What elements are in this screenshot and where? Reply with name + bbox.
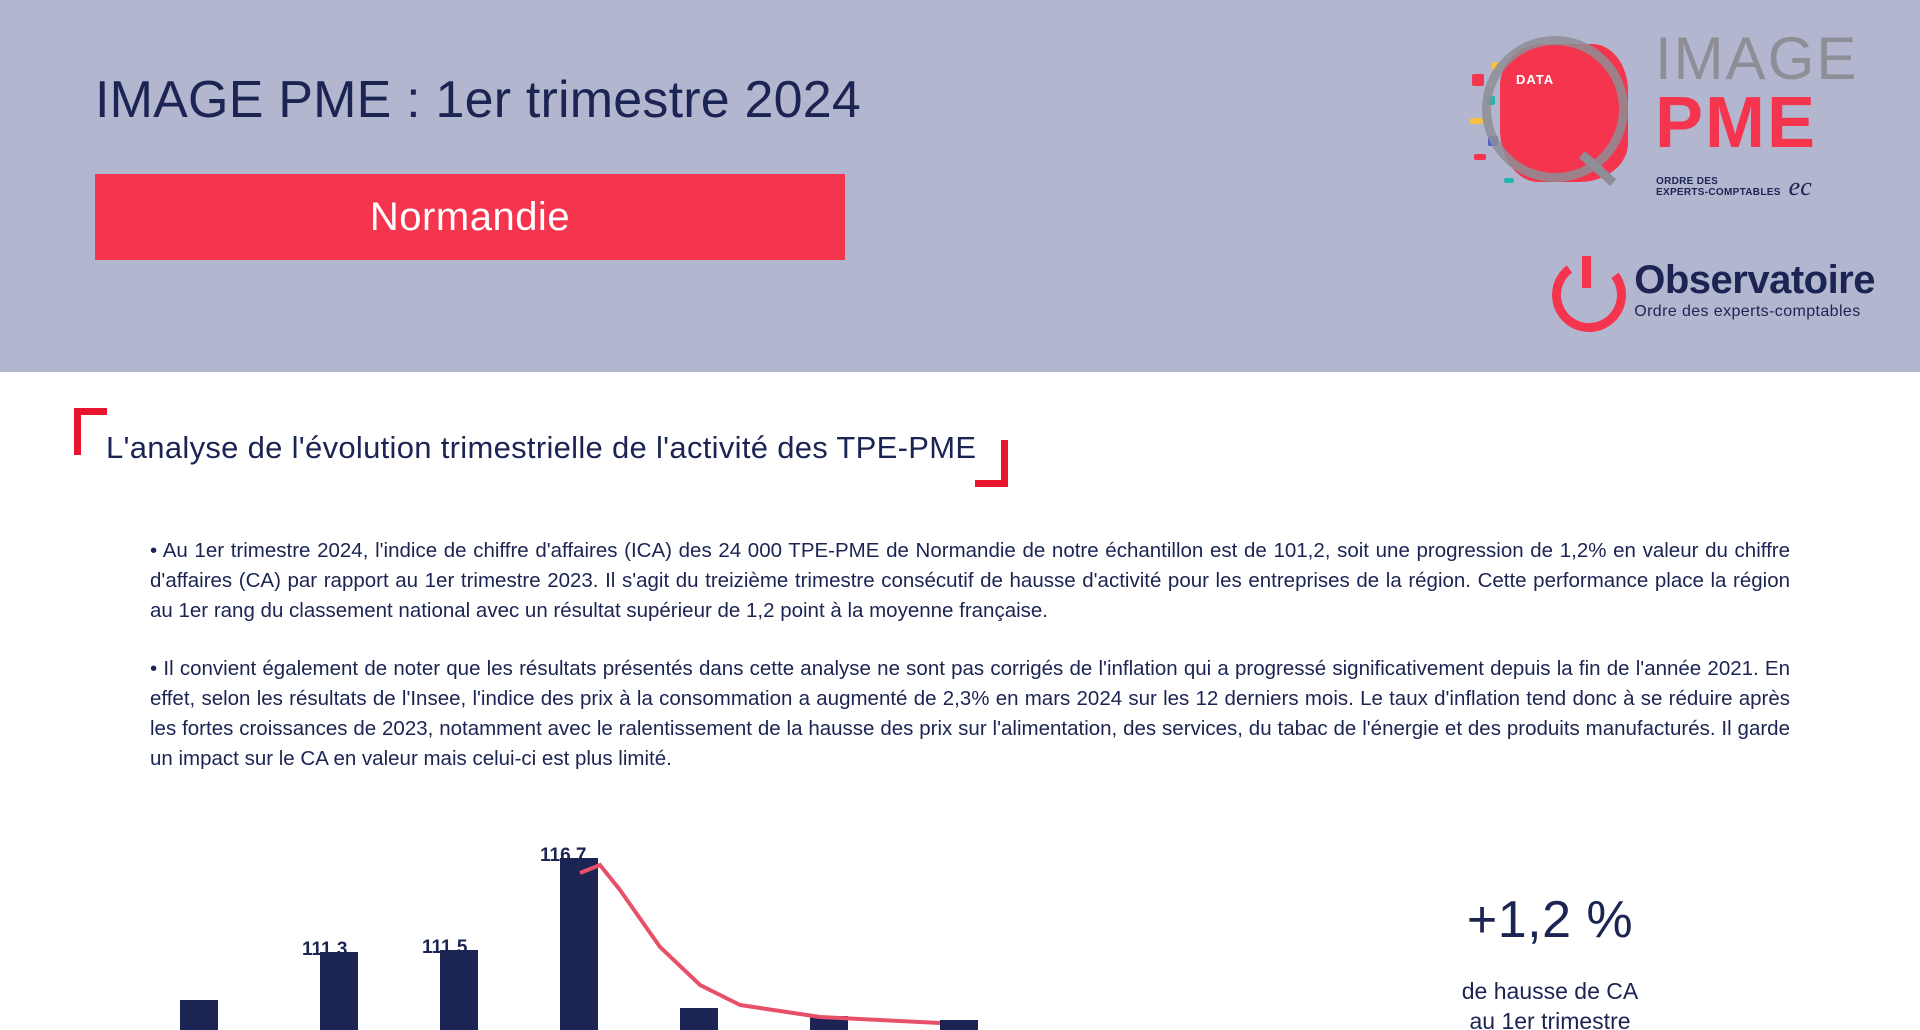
oec-ec-mark: ec <box>1788 172 1812 201</box>
observatoire-text <box>1634 257 1875 321</box>
header-left <box>95 70 1145 260</box>
analysis-paragraph-2: • Il convient également de noter que les résultats présentés dans cette analyse ne sont pas corrigés de l'inflation qui a progressé significativement depuis la fin de l'année 2021. En effet, selon les résultats de l'Insee, l'indice des prix à la consommation a augmenté de 2,3% en mars 2024 sur les 12 derniers mois. Le taux d'inflation tend donc à se réduire après les fortes croissances de 2023, notamment avec le ralentissement de la hausse des prix sur l'alimentation, des services, du tabac de l'énergie et des produits manufacturés. Il garde un impact sur le CA en valeur mais celui-ci est plus limité. <box>150 657 1790 770</box>
bracket-left-icon <box>74 408 107 455</box>
section-title: L'analyse de l'évolution trimestrielle de l'activité des TPE-PME <box>106 430 977 465</box>
oec-logo <box>1656 172 1812 202</box>
chart-bar-label: 116,7 <box>540 845 587 866</box>
data-badge-label: DATA <box>1516 72 1555 87</box>
image-pme-logo <box>1460 22 1880 232</box>
kpi-subtitle-line-2: au 1er trimestre <box>1469 1008 1631 1030</box>
bracket-right-icon <box>975 440 1008 487</box>
oec-line-1: ORDRE DES <box>1656 176 1719 187</box>
logo-word-pme: PME <box>1655 83 1818 163</box>
section-heading <box>80 430 1380 466</box>
observatoire-name: Observatoire <box>1634 257 1875 302</box>
chart-bar-label: 111,5 <box>422 937 468 958</box>
page-title: IMAGE PME : 1er trimestre 2024 <box>95 71 862 129</box>
observatoire-mark-icon <box>1552 258 1616 322</box>
oec-line-2: EXPERTS-COMPTABLES <box>1656 187 1781 198</box>
kpi-value: +1,2 % <box>1466 891 1634 949</box>
magnifier-ring-icon <box>1482 36 1628 182</box>
kpi-subtitle-line-1: de hausse de CA <box>1461 978 1639 1004</box>
observatoire-logo <box>1552 258 1875 322</box>
map-magnifier-icon <box>1470 32 1645 212</box>
chart-bar-label: 111,3 <box>302 939 348 960</box>
observatoire-subtitle: Ordre des experts-comptables <box>1634 302 1861 320</box>
oec-logo-lines <box>1656 176 1781 198</box>
analysis-body <box>150 536 1790 802</box>
logo-wordmark <box>1655 25 1885 163</box>
chart-trend-line <box>120 855 1180 1030</box>
region-badge <box>95 174 845 260</box>
kpi-subtitle <box>1360 976 1740 1030</box>
region-label: Normandie <box>369 194 571 239</box>
analysis-paragraph-1: • Au 1er trimestre 2024, l'indice de chiffre d'affaires (ICA) des 24 000 TPE-PME de Normandie de notre échantillon est de 101,2, soit une progression de 1,2% en valeur du chiffre d'affaires (CA) par rapport au 1er trimestre 2023. Il s'agit du treizième trimestre consécutif de hausse d'activité pour les entreprises de la région. Cette performance place la région au 1er rang du classement national avec un résultat supérieur de 1,2 point à la moyenne française. <box>150 539 1790 622</box>
ica-chart <box>120 845 1180 1030</box>
observatoire-bar-icon <box>1582 256 1591 288</box>
kpi-block <box>1360 890 1740 1030</box>
header-band <box>0 0 1920 372</box>
logo-word-image: IMAGE <box>1655 25 1859 92</box>
chart-bars <box>120 845 1180 1030</box>
section-title-wrap <box>80 430 1002 466</box>
